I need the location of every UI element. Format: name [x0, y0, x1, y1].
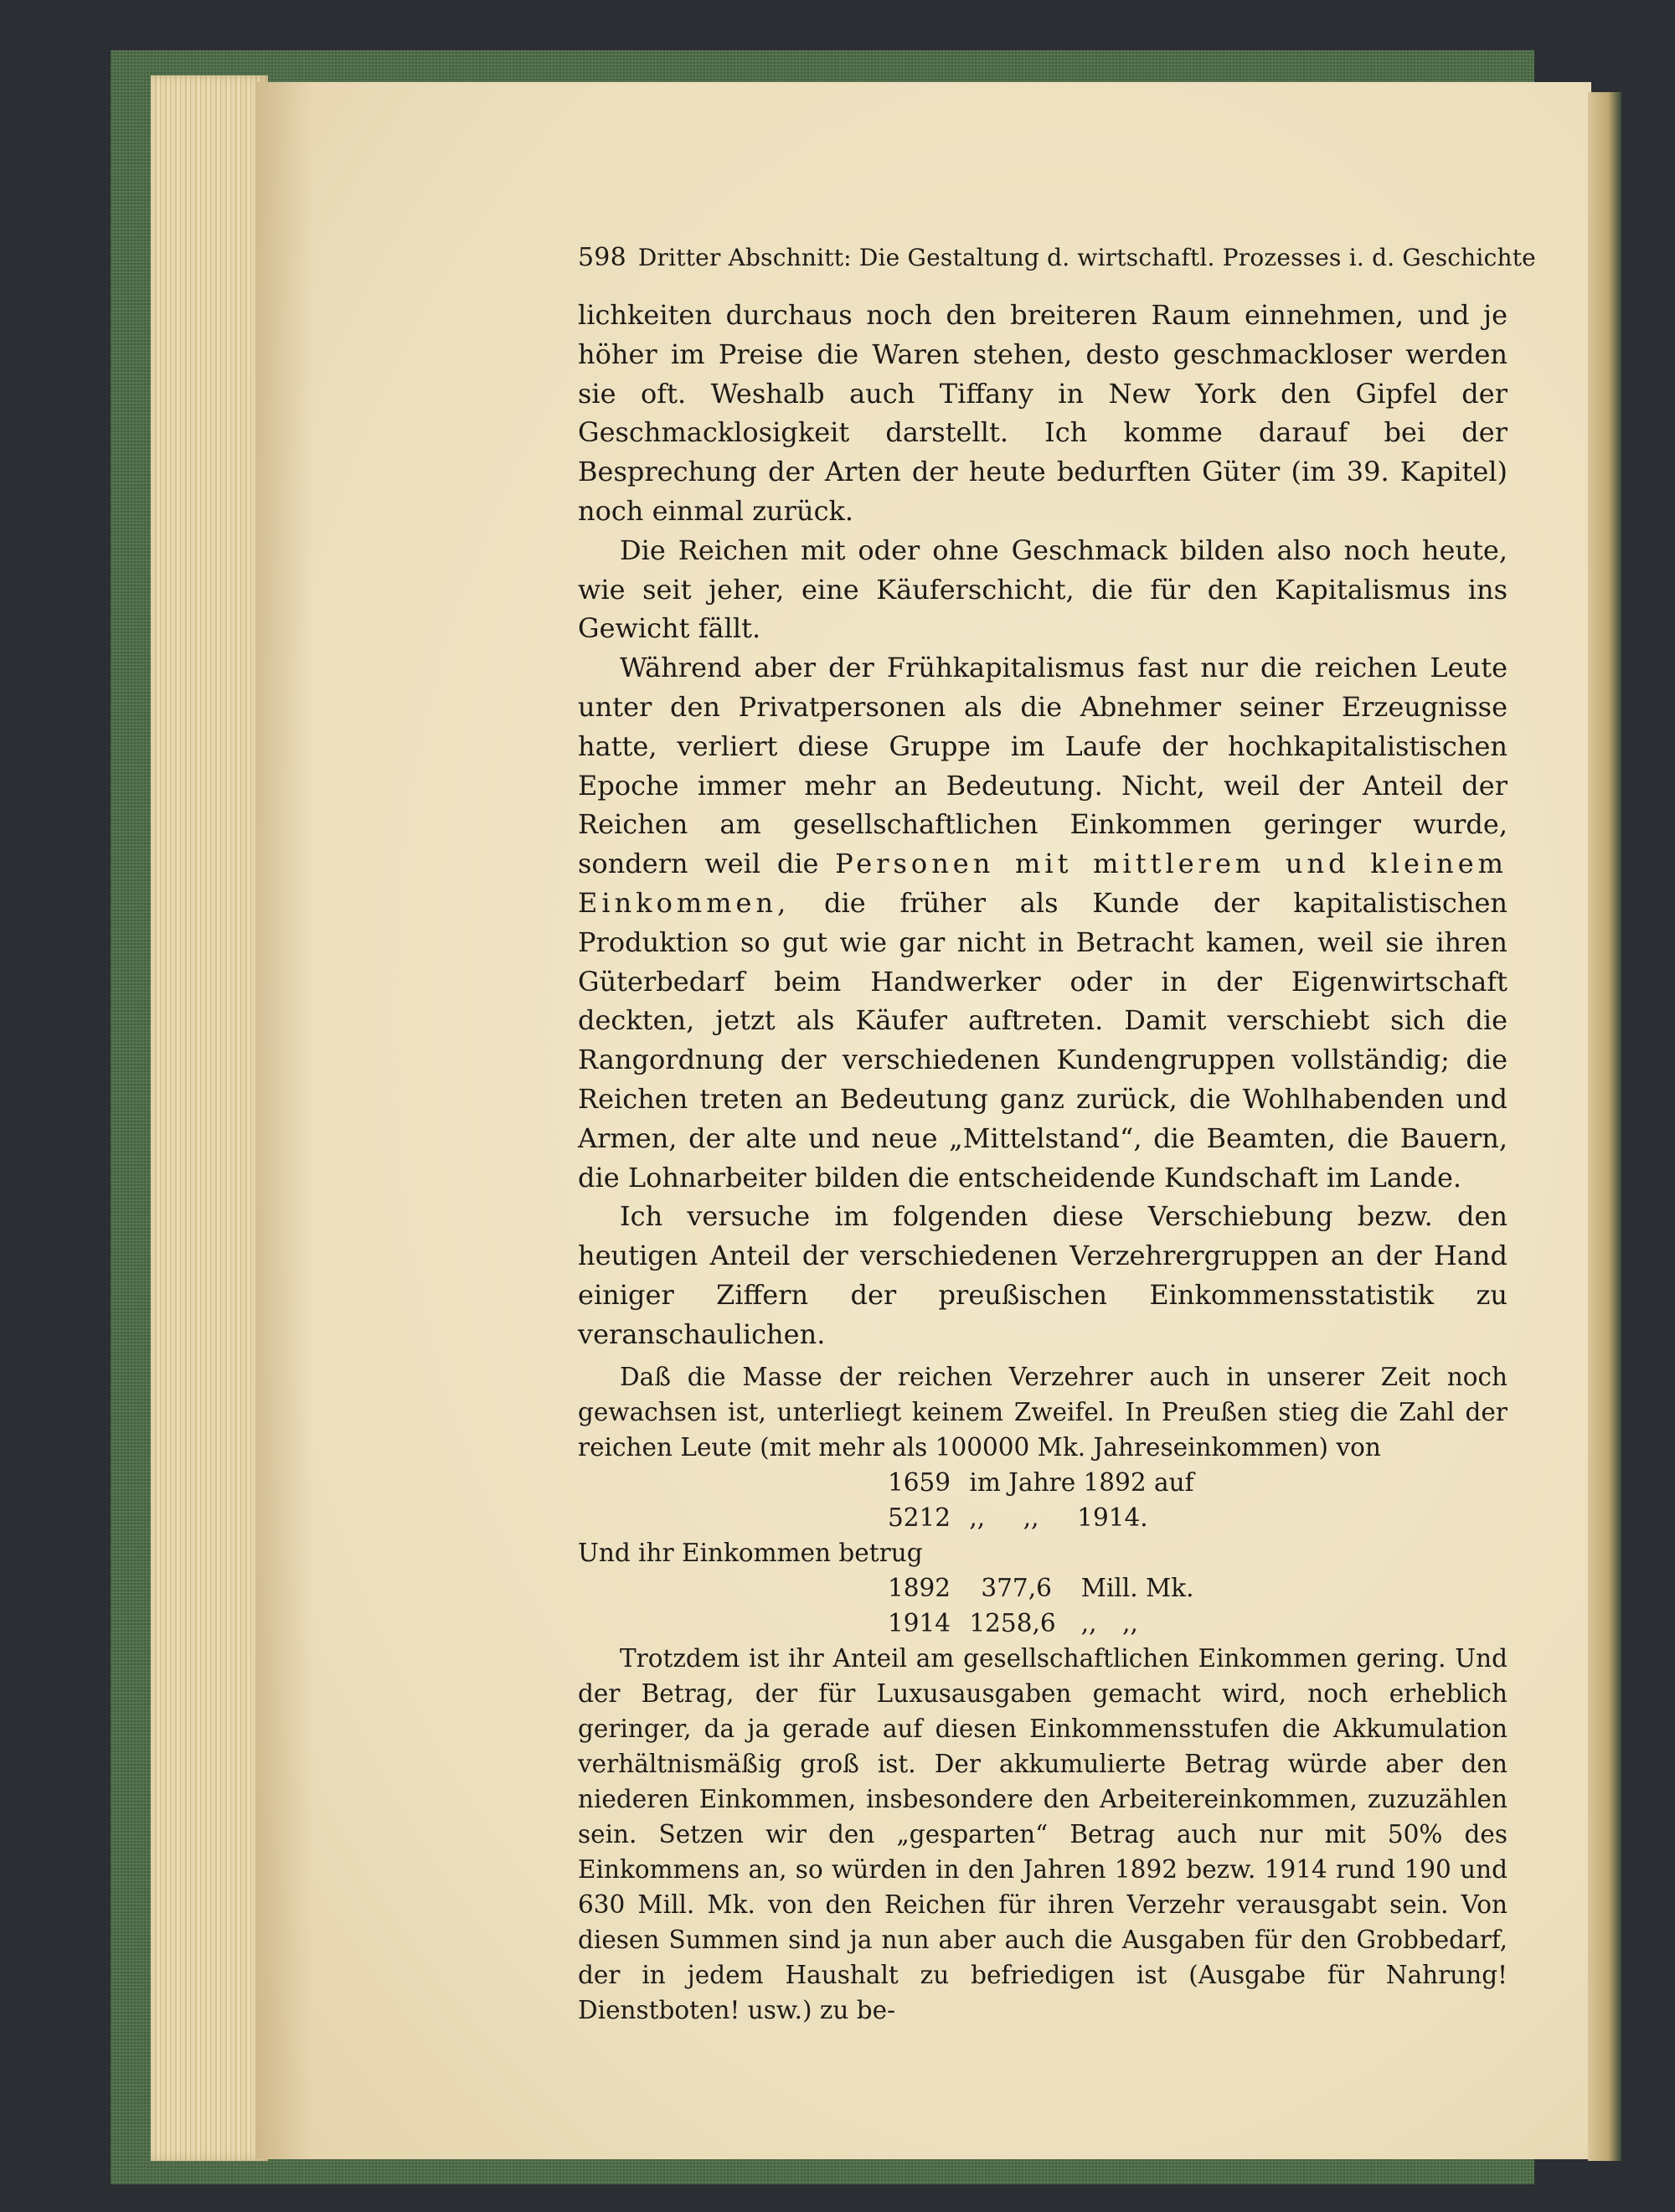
ditto-mark: ,,	[1080, 1608, 1097, 1637]
paragraph-3-emphasis: Personen mit mittlerem und kleinem Einkommen,	[578, 848, 1508, 919]
count-1914: 5212	[888, 1503, 951, 1532]
count-row-1892	[578, 1465, 1508, 1500]
ditto-mark: ,,	[969, 1503, 986, 1532]
gutter-shadow	[255, 82, 314, 2159]
income-amount-1892: 377,6	[981, 1573, 1052, 1602]
small-print-text	[578, 1359, 1508, 2028]
income-amount-1914: 1258,6	[969, 1608, 1056, 1637]
paragraph-3-part-b: die früher als Kunde der kapitalistischen Produktion so gut wie gar nicht in Betracht kamen, weil sie ihren Güterbedarf beim Handwerker oder in der Eigenwirtschaft deckten, jetzt als Käufer auftreten. Damit verschiebt sich die Rangordnung der verschiedenen Kundengruppen vollständig; die Reichen treten an Bedeutung ganz zurück, die Wohlhabenden und Armen, der alte und neue „Mittelstand“, die Beamten, die Bauern, die Lohnarbeiter bilden die entscheidende Kundschaft im Lande.	[578, 886, 1508, 1194]
rich-people-count-table	[578, 1465, 1508, 1535]
ditto-mark: ,,	[1122, 1608, 1138, 1637]
running-title: Dritter Abschnitt: Die Gestaltung d. wirtschaftl. Prozesses i. d. Geschichte	[637, 244, 1536, 271]
paragraph-4: Ich versuche im folgenden diese Verschiebung bezw. den heutigen Anteil der verschiedenen Verzehrergruppen an der Hand einiger Ziffern der preußischen Einkommensstatistik zu veranschaulichen.	[578, 1200, 1508, 1350]
main-body-text	[578, 296, 1508, 1354]
income-year-1914: 1914	[888, 1608, 951, 1637]
paragraph-3-part-a: Während aber der Frühkapitalismus fast nur die reichen Leute unter den Privatpersonen als die Abnehmer seiner Erzeugnisse hatte, verliert diese Gruppe im Laufe der hochkapitalistischen Epoche immer mehr an Bedeutung. Nicht, weil der Anteil der Reichen am gesellschaftlichen Einkommen geringer wurde, sondern weil die	[578, 652, 1508, 880]
count-1892-phrase: im Jahre 1892 auf	[969, 1467, 1194, 1497]
page-number: 598	[578, 243, 626, 272]
count-1892: 1659	[888, 1467, 951, 1497]
income-intro: Und ihr Einkommen betrug	[578, 1538, 923, 1567]
income-table	[578, 1570, 1508, 1641]
running-header	[578, 243, 1536, 272]
count-year-1914: 1914.	[1077, 1503, 1148, 1532]
income-row-1892	[578, 1570, 1508, 1606]
paragraph-5: Daß die Masse der reichen Verzehrer auch in unserer Zeit noch gewachsen ist, unterliegt keinem Zweifel. In Preußen stieg die Zahl der reichen Leute (mit mehr als 100000 Mk. Jahreseinkommen) von	[578, 1362, 1508, 1462]
ditto-mark: ,,	[1023, 1503, 1039, 1532]
count-row-1914	[578, 1500, 1508, 1535]
income-year-1892: 1892	[888, 1573, 951, 1602]
income-unit: Mill. Mk.	[1080, 1573, 1194, 1602]
paragraph-3	[578, 648, 1508, 1197]
income-row-1914	[578, 1606, 1508, 1641]
paragraph-2: Die Reichen mit oder ohne Geschmack bilden also noch heute, wie seit jeher, eine Käuferschicht, die für den Kapitalismus ins Gewicht fällt.	[578, 534, 1508, 645]
paragraph-1: lichkeiten durchaus noch den breiteren Raum einnehmen, und je höher im Preise die Waren stehen, desto geschmackloser werden sie oft. Weshalb auch Tiffany in New York den Gipfel der Geschmacklosigkeit darstellt. Ich komme darauf bei der Besprechung der Arten der heute bedurften Güter (im 39. Kapitel) noch einmal zurück.	[578, 299, 1508, 527]
paragraph-6: Trotzdem ist ihr Anteil am gesellschaftlichen Einkommen gering. Und der Betrag, der für Luxusausgaben gemacht wird, noch erheblich geringer, da ja gerade auf diesen Einkommensstufen die Akkumulation verhältnismäßig groß ist. Der akkumulierte Betrag würde aber den niederen Einkommen, insbesondere den Arbeitereinkommen, zuzuzählen sein. Setzen wir den „gesparten“ Betrag auch nur mit 50% des Einkommens an, so würden in den Jahren 1892 bezw. 1914 rund 190 und 630 Mill. Mk. von den Reichen für ihren Verzehr verausgabt sein. Von diesen Summen sind ja nun aber auch die Ausgaben für den Grobbedarf, der in jedem Haushalt zu befriedigen ist (Ausgabe für Nahrung! Dienstboten! usw.) zu be-	[578, 1643, 1508, 2024]
page-edge-stack	[151, 75, 268, 2161]
right-page-edge	[1588, 92, 1621, 2161]
page-text	[578, 243, 1536, 2028]
